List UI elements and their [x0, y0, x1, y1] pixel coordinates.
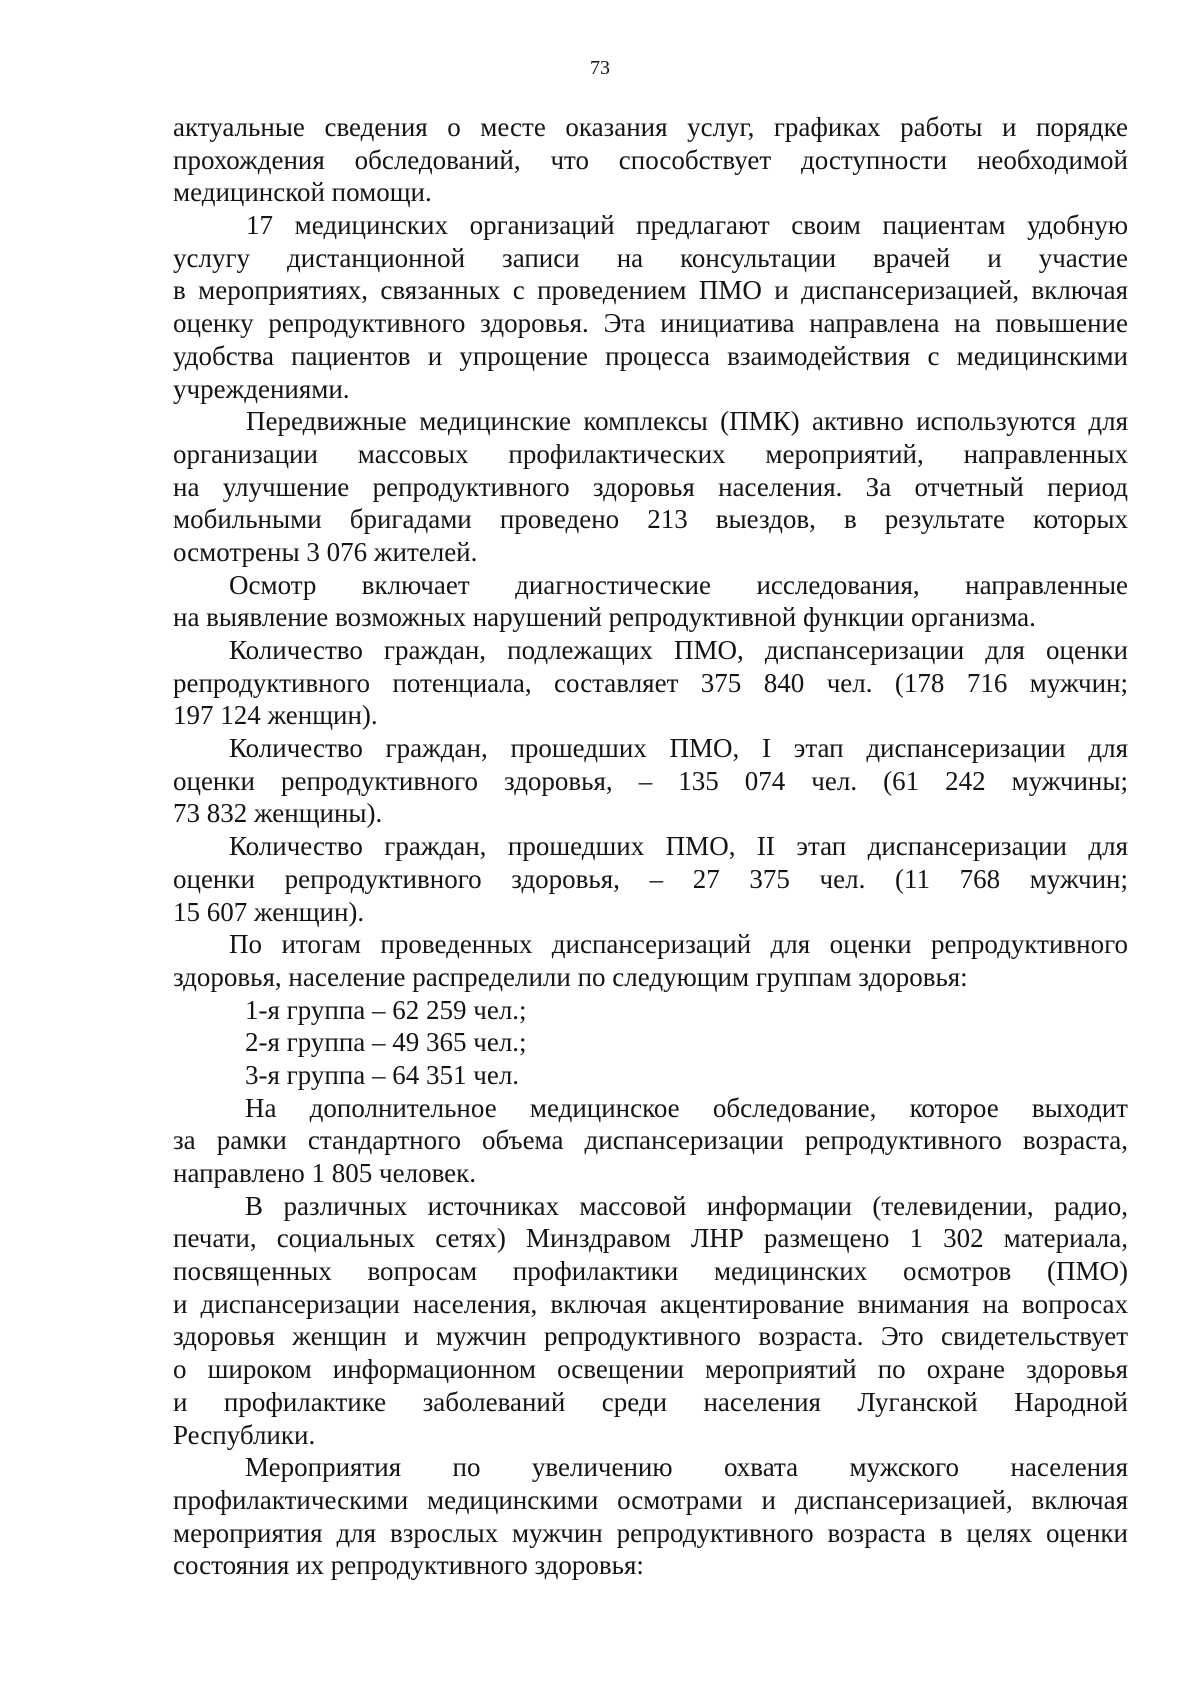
text-line: мероприятия для взрослых мужчин репродуктивного возраста в целях оценки: [173, 1517, 1128, 1548]
text-line: профилактическими медицинскими осмотрами и диспансеризацией, включая: [173, 1484, 1128, 1515]
text-line: посвященных вопросам профилактики медицинских осмотров (ПМО): [173, 1256, 1128, 1287]
text-line: за рамки стандартного объема диспансеризации репродуктивного возраста,: [173, 1125, 1128, 1156]
text-line: о широком информационном освещении мероприятий по охране здоровья: [173, 1354, 1128, 1385]
text-line: и профилактике заболеваний среди населения Луганской Народной: [173, 1386, 1128, 1417]
text-line: Количество граждан, прошедших ПМО, I этап диспансеризации для: [229, 733, 1128, 764]
text-line: организации массовых профилактических мероприятий, направленных: [173, 438, 1128, 469]
text-line: на улучшение репродуктивного здоровья населения. За отчетный период: [173, 471, 1128, 502]
text-line: услугу дистанционной записи на консультации врачей и участие: [173, 242, 1128, 273]
text-line: Мероприятия по увеличению охвата мужского населения: [245, 1452, 1128, 1483]
text-line: 73 832 женщины).: [173, 798, 383, 829]
list-item: 2-я группа – 49 365 чел.;: [245, 1027, 527, 1058]
text-line: в мероприятиях, связанных с проведением ПМО и диспансеризацией, включая: [173, 275, 1128, 306]
text-line: удобства пациентов и упрощение процесса взаимодействия с медицинскими: [173, 340, 1128, 371]
list-item: 1-я группа – 62 259 чел.;: [245, 994, 527, 1025]
text-line: оценку репродуктивного здоровья. Эта инициатива направлена на повышение: [173, 308, 1128, 339]
text-line: В различных источниках массовой информации (телевидении, радио,: [245, 1190, 1128, 1221]
text-line: прохождения обследований, что способствует доступности необходимой: [173, 144, 1128, 175]
text-line: оценки репродуктивного здоровья, – 135 074 чел. (61 242 мужчины;: [173, 765, 1128, 796]
text-line: медицинской помощи.: [173, 177, 432, 208]
text-line: На дополнительное медицинское обследование, которое выходит: [245, 1092, 1128, 1123]
text-line: 197 124 женщин).: [173, 700, 378, 731]
text-line: репродуктивного потенциала, составляет 375 840 чел. (178 716 мужчин;: [173, 667, 1128, 698]
text-line: осмотрены 3 076 жителей.: [173, 536, 478, 567]
text-line: на выявление возможных нарушений репродуктивной функции организма.: [173, 602, 1036, 633]
text-line: Осмотр включает диагностические исследования, направленные: [229, 569, 1128, 600]
text-line: актуальные сведения о месте оказания услуг, графиках работы и порядке: [173, 112, 1128, 142]
text-line: состояния их репродуктивного здоровья:: [173, 1550, 644, 1581]
text-line: и диспансеризации населения, включая акцентирование внимания на вопросах: [173, 1288, 1128, 1319]
list-item: 3-я группа – 64 351 чел.: [245, 1059, 520, 1090]
text-line: направлено 1 805 человек.: [173, 1158, 477, 1188]
text-line: мобильными бригадами проведено 213 выездов, в результате которых: [173, 504, 1128, 535]
text-line: печати, социальных сетях) Минздравом ЛНР размещено 1 302 материала,: [173, 1223, 1128, 1254]
text-line: Количество граждан, прошедших ПМО, II этап диспансеризации для: [229, 831, 1128, 862]
text-line: 15 607 женщин).: [173, 896, 365, 927]
body-text: [173, 111, 1128, 1582]
text-line: По итогам проведенных диспансеризаций для оценки репродуктивного: [229, 929, 1128, 960]
text-line: здоровья, население распределили по следующим группам здоровья:: [173, 961, 968, 992]
text-line: оценки репродуктивного здоровья, – 27 375 чел. (11 768 мужчин;: [173, 863, 1128, 894]
text-line: 17 медицинских организаций предлагают своим пациентам удобную: [246, 210, 1128, 241]
text-line: Республики.: [173, 1419, 316, 1450]
text-line: Передвижные медицинские комплексы (ПМК) активно используются для: [246, 406, 1128, 437]
text-line: здоровья женщин и мужчин репродуктивного возраста. Это свидетельствует: [173, 1321, 1128, 1352]
text-line: учреждениями.: [173, 373, 350, 404]
page-number: 73: [590, 57, 610, 79]
text-line: Количество граждан, подлежащих ПМО, диспансеризации для оценки: [229, 635, 1128, 665]
